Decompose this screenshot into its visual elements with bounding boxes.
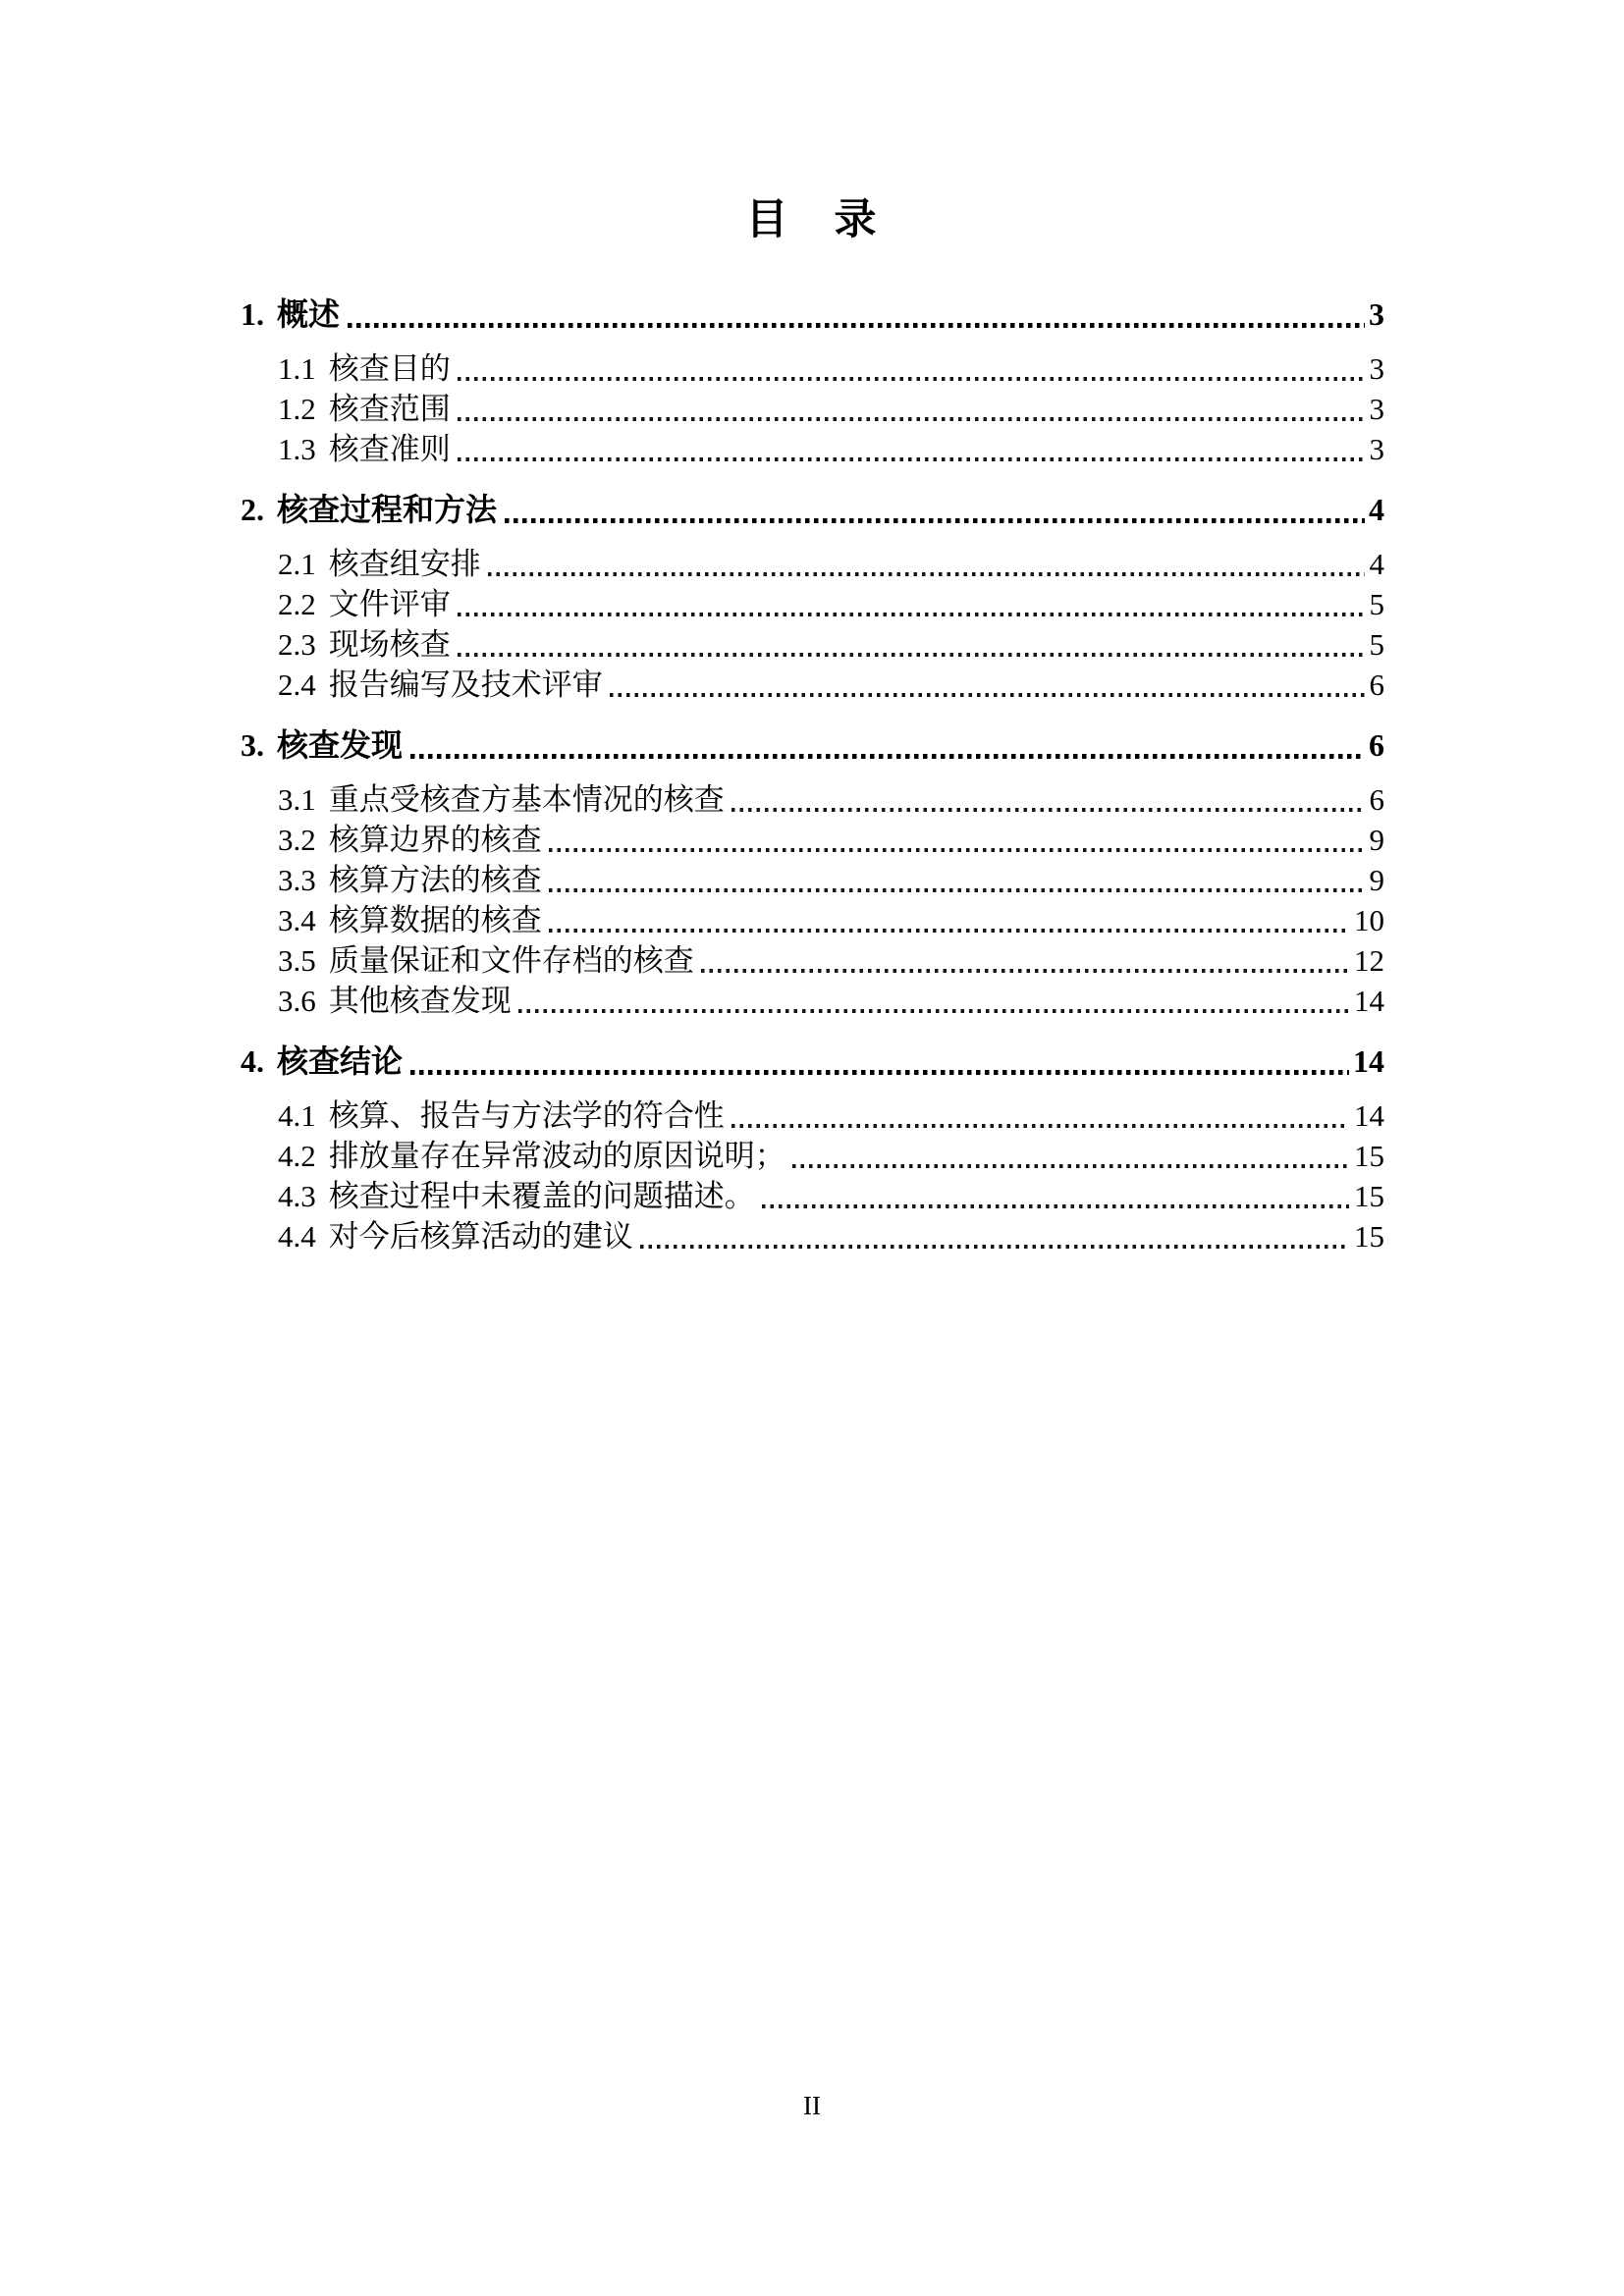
toc-entry-page: 3 [1369,392,1384,426]
dot-leader [458,653,1365,657]
toc-entry-number: 4.3 [278,1179,316,1213]
toc-entry-number: 3.5 [278,943,316,978]
toc-entry-page: 14 [1354,984,1384,1018]
dot-leader [458,377,1365,381]
toc-sub-entry[interactable] [241,1216,1384,1256]
toc-entry-title: 质量保证和文件存档的核查 [328,943,694,978]
toc-sub-entry[interactable] [241,429,1384,469]
toc-entry-number: 3.1 [278,782,316,817]
toc-entry-title: 概述 [277,296,341,332]
toc-entry-number: 4.2 [278,1139,316,1173]
toc-entry-title: 重点受核查方基本情况的核查 [328,782,725,817]
dot-leader [610,693,1365,697]
dot-leader [505,518,1365,523]
toc-entry-page: 15 [1354,1219,1384,1254]
toc-entry-title: 核查发现 [277,727,404,763]
toc-entry-page: 12 [1354,943,1384,978]
dot-leader [410,754,1365,759]
dot-leader [701,969,1349,973]
toc-entry-page: 3 [1369,432,1384,466]
page-title: 目 录 [745,197,879,243]
toc-entry-number: 2.3 [278,627,316,662]
toc-entry-page: 6 [1369,782,1384,817]
toc-sub-entry[interactable] [241,348,1384,389]
toc-entry-title: 其他核查发现 [328,984,512,1018]
toc-entry-number: 3.3 [278,863,316,897]
toc-entry-page: 6 [1369,727,1384,763]
toc-section-entry[interactable] [241,294,1384,335]
toc-entry-title: 排放量存在异常波动的原因说明； [328,1139,785,1173]
toc-entry-page: 14 [1354,1098,1384,1133]
dot-leader [549,929,1349,933]
dot-leader [640,1245,1349,1249]
toc-section-entry[interactable] [241,725,1384,766]
toc-section-entry[interactable] [241,490,1384,530]
toc-entry-number: 1.1 [278,351,316,386]
toc-sub-entry[interactable] [241,665,1384,705]
toc-entry-number: 1.2 [278,392,316,426]
dot-leader [731,808,1365,812]
toc-entry-number: 3.2 [278,823,316,857]
toc-entry-title: 现场核查 [328,627,451,662]
toc-sub-entry[interactable] [241,544,1384,584]
dot-leader [488,572,1365,576]
toc-entry-number: 2.1 [278,547,316,581]
toc-sub-entry[interactable] [241,389,1384,429]
toc-entry-title: 文件评审 [328,587,451,621]
footer-page-number: II [803,2091,821,2120]
toc-entry-number: 4.1 [278,1098,316,1133]
toc-entry-title: 核查目的 [328,351,451,386]
toc-sub-entry[interactable] [241,900,1384,940]
dot-leader [458,613,1365,616]
toc-entry-page: 5 [1369,587,1384,621]
toc-entry-title: 核查结论 [277,1043,404,1079]
dot-leader [792,1164,1349,1168]
toc-entry-title: 报告编写及技术评审 [328,667,603,702]
table-of-contents [0,245,1624,1256]
toc-entry-page: 6 [1369,667,1384,702]
toc-sub-entry[interactable] [241,1176,1384,1216]
toc-entry-number: 3.6 [278,984,316,1018]
toc-entry-number: 4.4 [278,1219,316,1254]
toc-sub-entry[interactable] [241,981,1384,1021]
dot-leader [549,848,1365,852]
dot-leader [458,417,1365,421]
toc-entry-title: 核算方法的核查 [328,863,542,897]
toc-entry-page: 3 [1369,351,1384,386]
toc-entry-number: 1. [241,296,264,332]
toc-section-entry[interactable] [241,1041,1384,1082]
toc-entry-title: 对今后核算活动的建议 [328,1219,633,1254]
toc-entry-page: 5 [1369,627,1384,662]
toc-sub-entry[interactable] [241,584,1384,624]
toc-sub-entry[interactable] [241,940,1384,981]
toc-entry-page: 4 [1369,492,1384,527]
dot-leader [731,1124,1349,1128]
toc-entry-page: 15 [1354,1179,1384,1213]
dot-leader [348,323,1365,328]
toc-entry-title: 核算边界的核查 [328,823,542,857]
toc-entry-number: 2. [241,492,264,527]
toc-entry-page: 15 [1354,1139,1384,1173]
toc-entry-page: 9 [1369,863,1384,897]
toc-entry-title: 核算、报告与方法学的符合性 [328,1098,725,1133]
toc-entry-number: 2.4 [278,667,316,702]
dot-leader [518,1009,1349,1013]
toc-entry-page: 10 [1354,903,1384,937]
toc-sub-entry[interactable] [241,1136,1384,1176]
dot-leader [458,457,1365,461]
dot-leader [549,888,1365,892]
toc-entry-number: 2.2 [278,587,316,621]
dot-leader [410,1070,1349,1075]
toc-entry-title: 核查准则 [328,432,451,466]
toc-entry-page: 9 [1369,823,1384,857]
toc-entry-title: 核查组安排 [328,547,481,581]
toc-entry-title: 核查过程和方法 [277,492,498,527]
toc-sub-entry[interactable] [241,1095,1384,1136]
toc-entry-page: 14 [1353,1043,1384,1079]
toc-sub-entry[interactable] [241,820,1384,860]
toc-entry-title: 核查范围 [328,392,451,426]
toc-entry-number: 3. [241,727,264,763]
dot-leader [762,1204,1349,1208]
toc-entry-title: 核算数据的核查 [328,903,542,937]
toc-entry-number: 1.3 [278,432,316,466]
toc-entry-number: 4. [241,1043,264,1079]
toc-entry-number: 3.4 [278,903,316,937]
toc-sub-entry[interactable] [241,779,1384,820]
toc-sub-entry[interactable] [241,624,1384,665]
toc-entry-page: 4 [1369,547,1384,581]
toc-entry-page: 3 [1369,296,1384,332]
toc-sub-entry[interactable] [241,860,1384,900]
toc-entry-title: 核查过程中未覆盖的问题描述。 [328,1179,755,1213]
